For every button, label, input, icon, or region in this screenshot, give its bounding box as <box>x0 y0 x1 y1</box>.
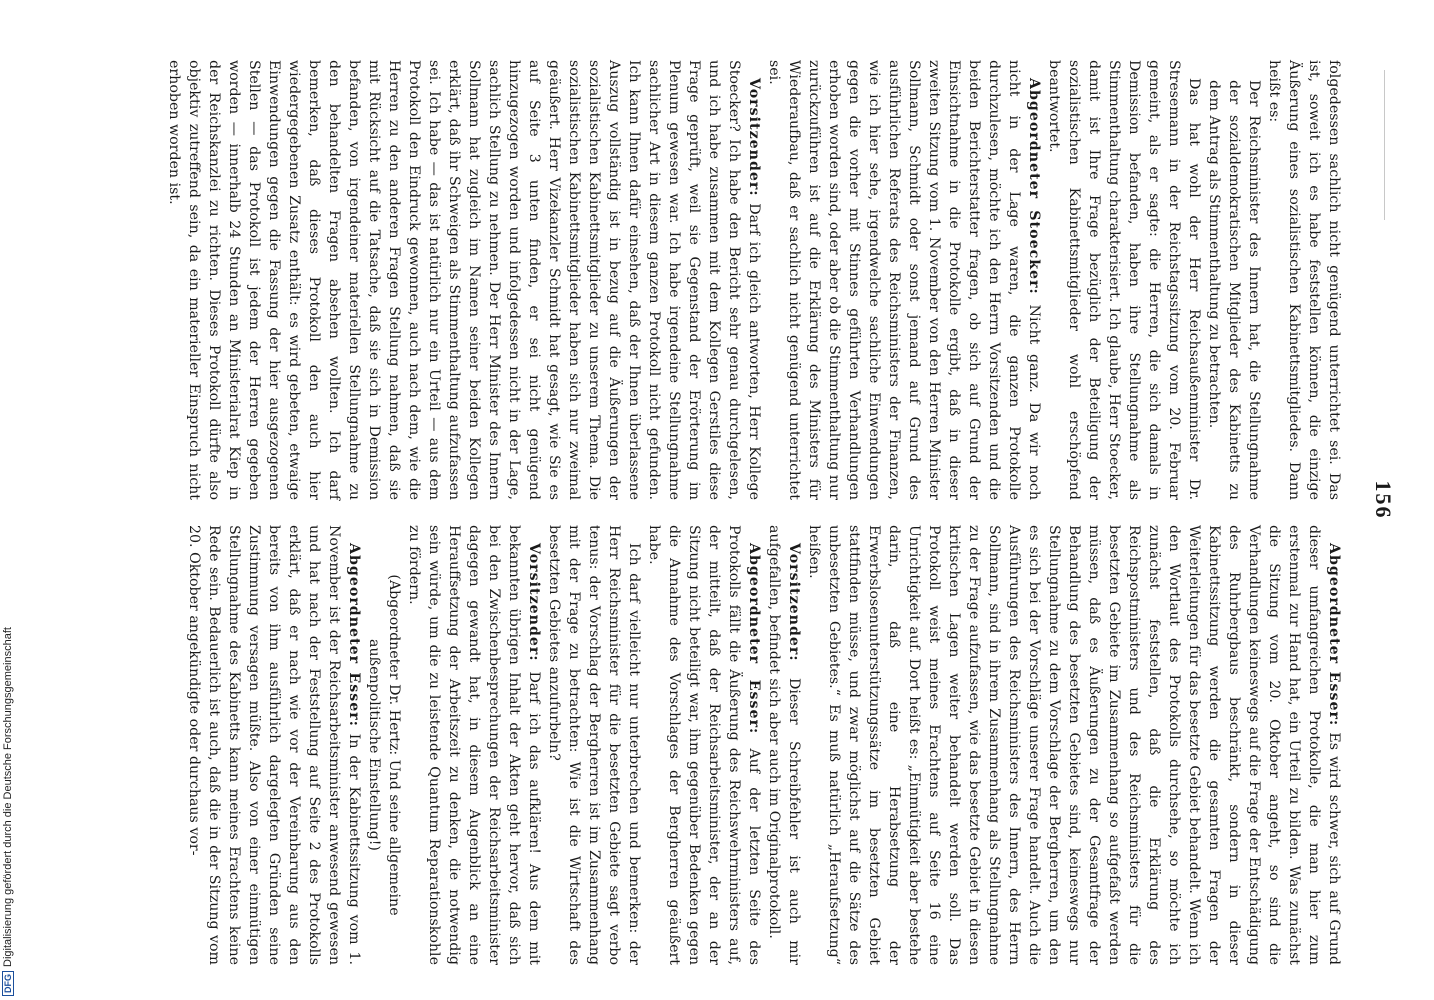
speaker-name: Abgeordneter Esser: <box>1326 543 1342 727</box>
document-page <box>100 0 1434 1000</box>
paragraph <box>1044 60 1204 500</box>
paragraph-text: Dieser Schreibfehler ist auch mir aufgefallen, befindet sich aber auch im Originalprotokoll. <box>766 525 802 965</box>
quoted-passage <box>1204 80 1264 500</box>
paragraph-text: Darf ich gleich antworten, Herr Kollege Stoecker? Ich habe den Bericht sehr genau durchgelesen, und ich habe zusammen mit dem Kollegen Gerstiles diese Frage geprüft, weil sie Gegenstand der Erörterung im Plenum gewesen war. Ich habe irgendeine Stellungnahme sachlicher Art in diesem ganzen Protokoll nicht gefunden. Ich kann Ihnen dafür einsehen, daß der Ihnen überlassene Auszug vollständig ist in bezug auf die Äußerungen der sozialistischen Kabinettsmitglieder zu unserem Thema. Die sozialistischen Kabinettsmitglieder haben sich nur zweimal geäußert. Herr Vizekanzler Schmidt hat gesagt, wie Sie es auf Seite 3 unten finden, er sei nicht genügend hinzugezogen worden und infolgedessen nicht in der Lage, sachlich Stellung zu nehmen. Der Herr Minister des Innern Sollmann hat zugleich im Namen seiner beiden Kollegen erklärt, daß ihr Schweigen als Stimmenthaltung aufzufassen sei. Ich habe — das ist natürlich nur ein Urteil — aus dem Protokoll den Eindruck gewonnen, auch nach dem, wie die Herren zu den anderen Fragen Stellung nahmen, daß sie mit Rücksicht auf die Tatsache, daß sie sich in Demission befanden, von irgendeiner materiellen Stellungnahme zu den behandelten Fragen absehen wollten. Ich darf bemerken, daß dieses Protokoll den auch hier wiedergegebenen Zusatz enthält: es wird gebeten, etwaige Einwendungen gegen die Fassung der hier ausgezogenen Stellen — das Protokoll ist jedem der Herren gegeben worden — innerhalb 24 Stunden an Ministerialrat Kiep in der Reichskanzlei zu richten. Dieses Protokoll dürfte also objektiv zutreffend sein, da ein materieller Einspruch nicht erhoben worden ist. <box>166 60 762 500</box>
speaker-name: Abgeordneter Esser: <box>346 543 362 727</box>
speaker-name: Abgeordneter Esser: <box>746 543 762 735</box>
paragraph <box>764 60 1044 500</box>
paragraph <box>804 525 1344 965</box>
dfg-logo: DFG <box>2 971 14 996</box>
paragraph <box>184 525 364 965</box>
paragraph <box>544 525 644 965</box>
paragraph-text: folgedessen sachlich nicht genügend unterrichtet sei. Das ist, soweit ich es habe feststellen können, die einzige Äußerung eines sozialistischen Kabinettsmitgliedes. Dann heißt es: <box>1266 60 1342 500</box>
paragraph <box>404 525 544 965</box>
paragraph-text: Es wird schwer, sich auf Grund dieser umfangreichen Protokolle, die man hier zum erstenmal zur Hand hat, ein Urteil zu bilden. Was zunächst die Sitzung vom 20. Oktober angeht, so sind die Verhandlungen keineswegs auf die Frage der Entschädigung des Ruhrbergbaus beschränkt, sondern in dieser Kabinettssitzung werden die gesamten Fragen der Weiterleitungen für das besetzte Gebiet behandelt. Wenn ich den Wortlaut des Protokolls durchsehe, so möchte ich zunächst feststellen, daß die Erklärung des Reichspostministers und des Reichsministers für die besetzten Gebiete im Zusammenhang so aufgefaßt werden müssen, daß es Äußerungen zu der Gesamtfrage der Behandlung des besetzten Gebietes sind, keineswegs nur Stellungnahme zu dem Vorschlage der Bergherren, um den es sich bei der Vorschläge unserer Frage handelt. Auch die Ausführungen des Reichsministers des Innern, des Herrn Sollmann, sind in ihrem Zusammenhang als Stellungnahme zu der Frage aufzufassen, wie das besetzte Gebiet in diesen kritischen Lagen weiter behandelt werden soll. Das Protokoll weist meines Erachtens auf Seite 16 eine Unrichtigkeit auf. Dort heißt es: „Einmütigkeit aber bestehe darin, daß eine Herabsetzung der Erwerbslosenunterstützungssätze im besetzten Gebiet stattfinden müsse, und zwar möglichst auf die Sätze des unbesetzten Gebietes.“ Es muß natürlich „Heraufsetzung“ heißen. <box>806 525 1342 965</box>
page-number: 156 <box>1371 480 1396 520</box>
paragraph-text: Nicht ganz. Da wir noch nicht in der Lage waren, die ganzen Protokolle durchzulesen, möchte ich den Herrn Vorsitzenden und die beiden Berichterstatter fragen, ob sich auf Grund der Einsichtnahme in die Protokolle ergibt, daß in dieser zweiten Sitzung vom 1. November von den Herren Minister Sollmann, Schmidt oder sonst jemand auf Grund des ausführlichen Referats des Reichsministers der Finanzen, wie ich hier sehe, irgendwelche sachliche Einwendungen gegen die vorher mit Stinnes geführten Verhandlungen erhoben worden sind, oder aber ob die Stimmenthaltung nur zurückzuführen ist auf die Erklärung des Ministers für Wiederaufbau, daß er sachlich nicht genügend unterrichtet sei. <box>766 60 1042 500</box>
paragraph-text: In der Kabinettssitzung vom 1. November ist der Reichsarbeitsminister anwesend gewesen und hat nach der Feststellung auf Seite 2 des Protokolls erklärt, daß er nach wie vor der Vereinbarung aus den bereits von ihm ausführlich dargelegten Gründen seine Zustimmung versagen müßte. Also von einer einmütigen Stellungnahme des Kabinetts kann meines Erachtens keine Rede sein. Bedauerlich ist auch, daß die in der Sitzung vom 20. Oktober angekündigte oder durchaus vor- <box>186 525 362 965</box>
paragraph-text: (Abgeordneter Dr. Hertz: Und seine allgemeine außenpolitische Einstellung!) <box>366 574 402 916</box>
speaker-name: Vorsitzender: <box>746 78 762 197</box>
paragraph-text: Der Reichsminister des Innern hat, die Stellungnahme der sozialdemokratischen Mitglieder des Kabinetts zu dem Antrag als Stimmenthaltung zu betrachten. <box>1206 80 1262 500</box>
footer-strip <box>0 0 22 1000</box>
paragraph <box>164 60 764 500</box>
interjection <box>364 525 404 965</box>
paragraph-text: Ich darf vielleicht nur unterbrechen und bemerken: der Herr Reichsminister für die besetzten Gebiete sagt verbo tenus: der Vorschlag der Bergherren ist im Zusammenhang mit der Frage zu betrachten: Wie ist die Wirtschaft des besetzten Gebietes anzufurbeln? <box>546 525 642 965</box>
digitization-notice-text: Digitalisierung gefördert durch die Deutsche Forschungsgemeinschaft <box>2 627 14 967</box>
speaker-name: Abgeordneter Stoecker: <box>1026 78 1042 295</box>
paragraph-text: Das hat wohl der Herr Reichsaußenminister Dr. Stresemann in der Reichstagssitzung vom 20. Februar gemeint, als er sagte: die Herren, die sich damals in Demission befanden, haben ihre Stellungnahme als Stimmenthaltung charakterisiert. Ich glaube, Herr Stoecker, damit ist Ihre Frage bezüglich der Beteiligung der sozialistischen Kabinettsmitglieder wohl erschöpfend beantwortet. <box>1046 60 1202 500</box>
digitization-notice <box>2 627 14 996</box>
scan-edge-mark <box>1384 70 1385 220</box>
paragraph <box>764 525 804 965</box>
left-column <box>164 60 1344 500</box>
paragraph-text: Auf der letzten Seite des Protokolls fällt die Äußerung des Reichswehrministers auf, der mitteilt, daß der Reichsarbeitsminister, der an der Sitzung nicht beteiligt war, ihm gegenüber Bedenken gegen die Annahme des Vorschlages der Bergherren geäußert habe. <box>646 525 762 965</box>
right-column <box>184 525 1344 965</box>
speaker-name: Vorsitzender: <box>786 543 802 662</box>
speaker-name: Vorsitzender: <box>526 543 542 662</box>
paragraph <box>1264 60 1344 500</box>
paragraph-text: Darf ich das aufklären! Aus dem mit bekannten übrigen Inhalt der Akten geht hervor, daß sich bei den Zwischenbesprechungen der Reichsarbeitsminister dagegen gewandt hat, in diesem Augenblick an eine Herauffsetzung der Arbeitszeit zu denken, die notwendig sein würde, um die zu leistende Quantum Reparationskohle zu fördern. <box>406 525 542 965</box>
paragraph <box>644 525 764 965</box>
